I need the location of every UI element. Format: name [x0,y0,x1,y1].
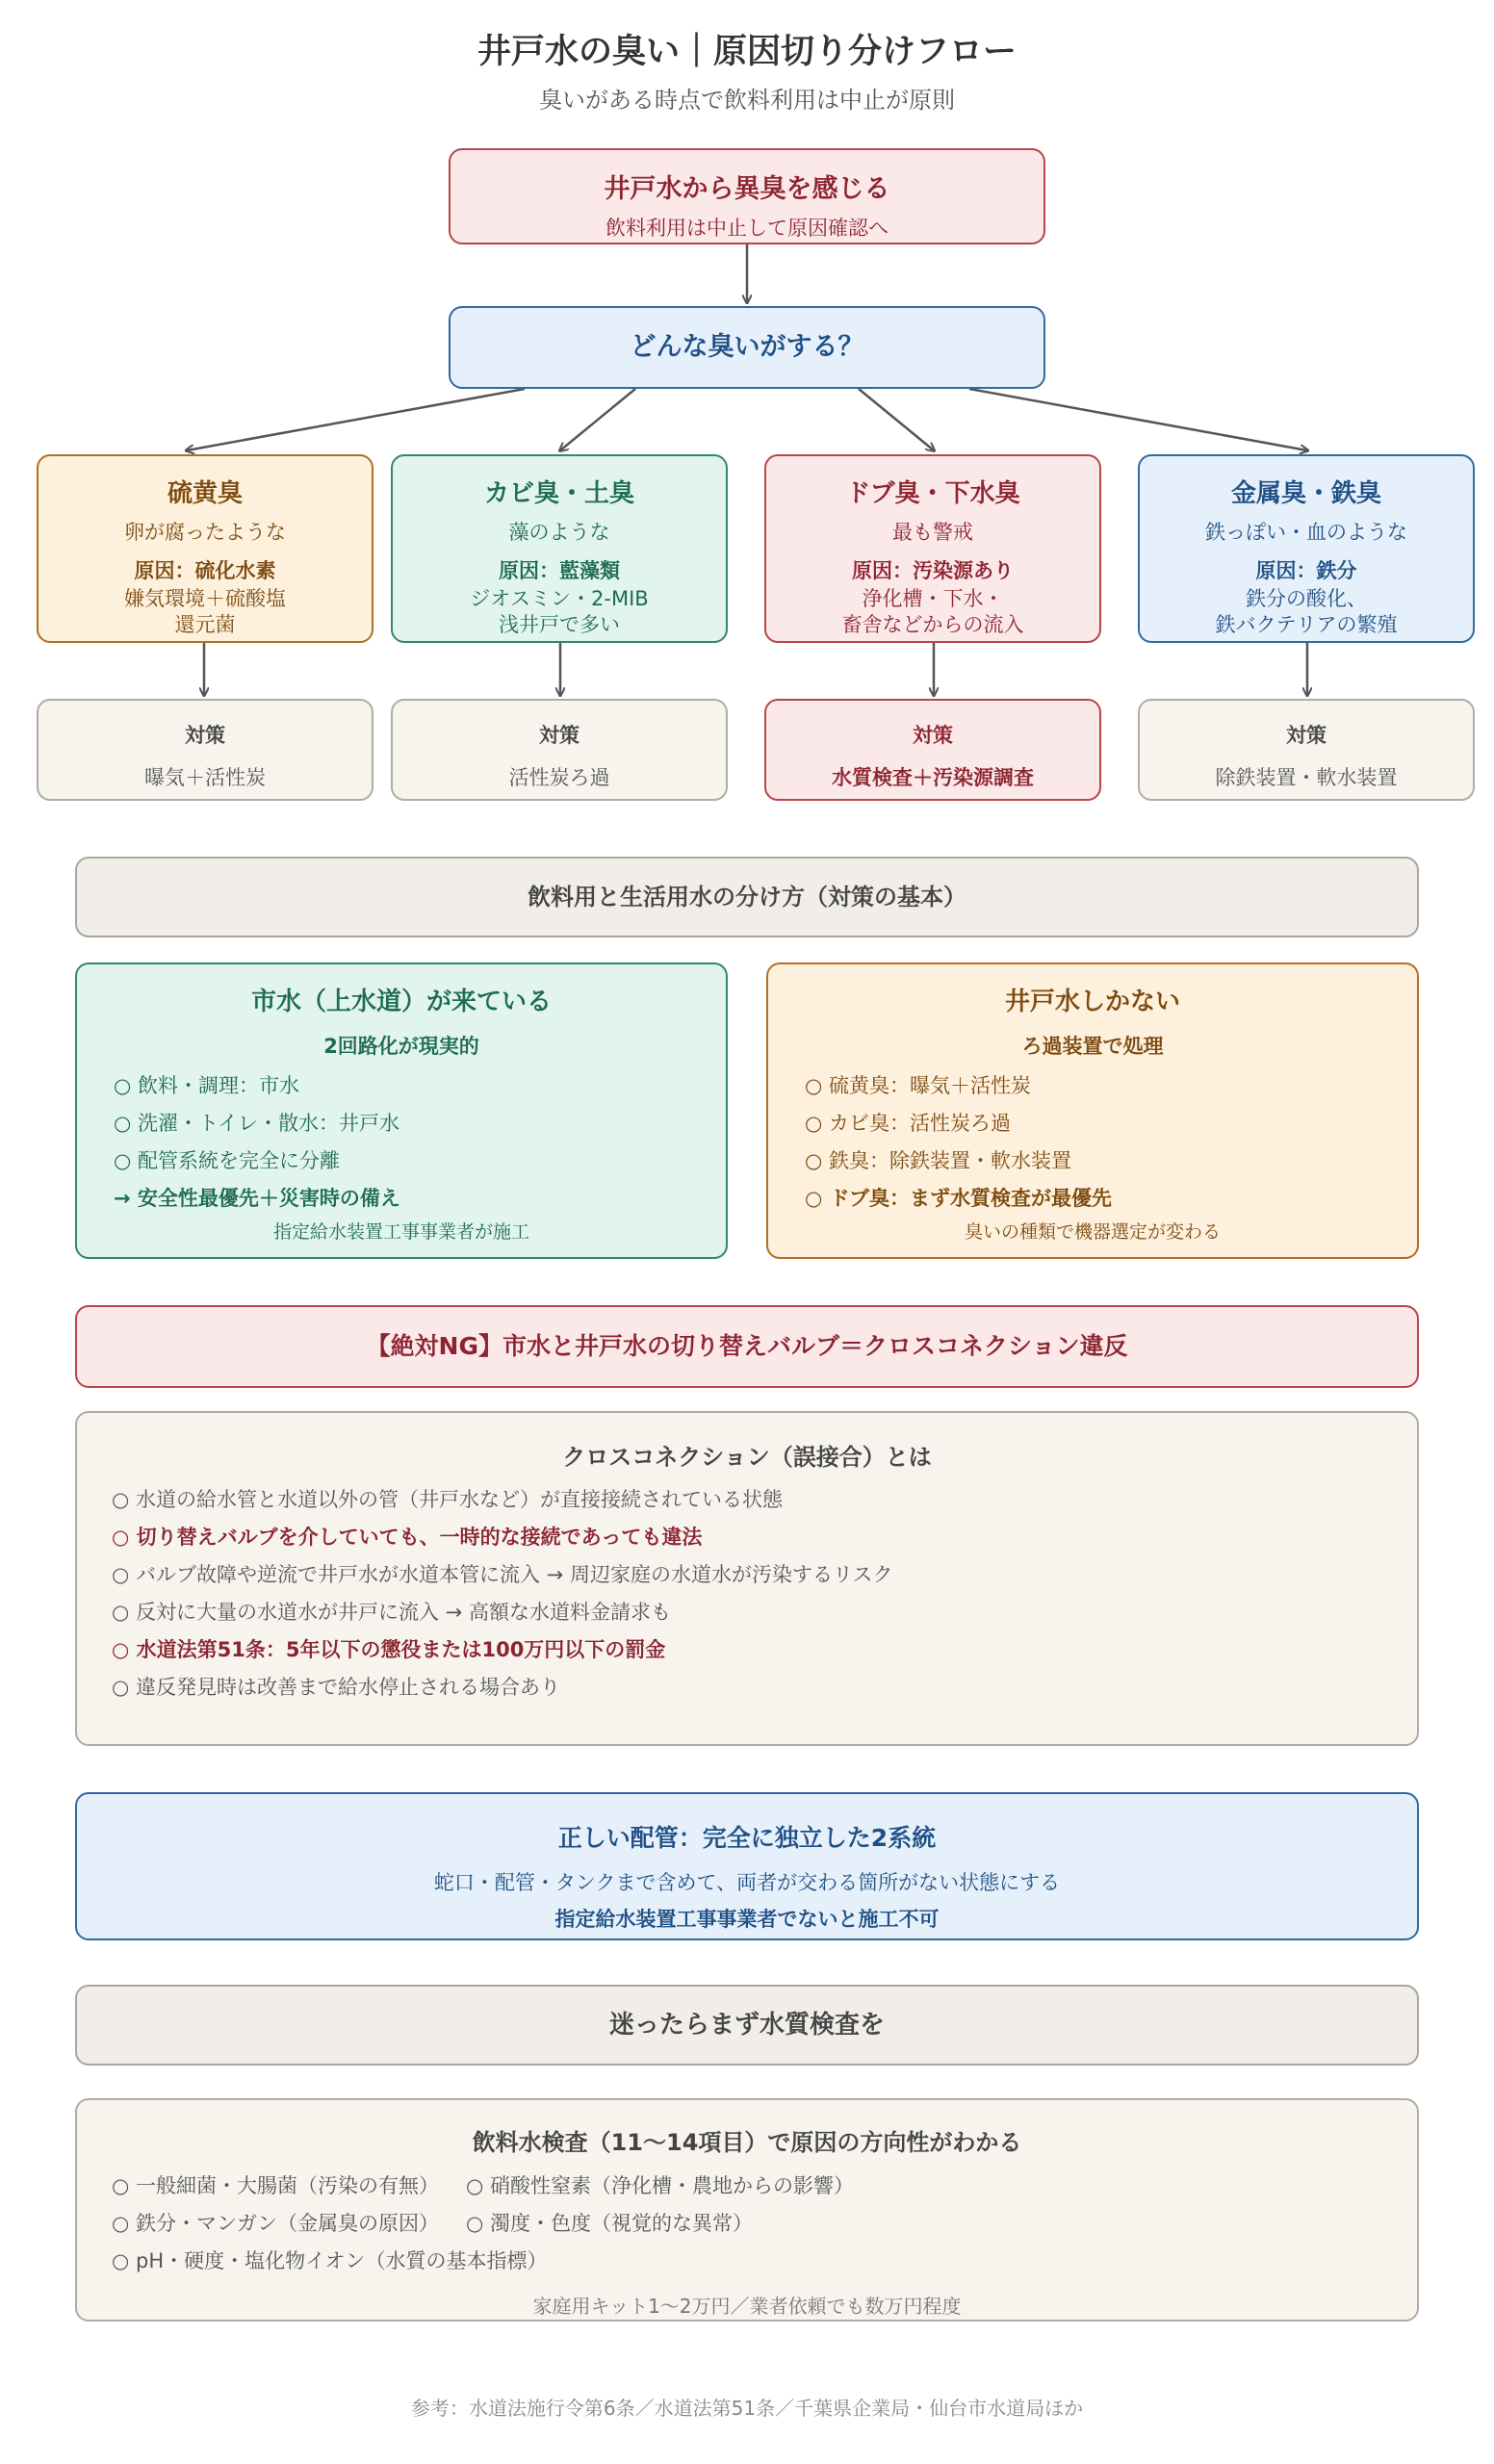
water-test-panel [75,2098,1419,2322]
city-title: 市水（上水道）が来ている [250,988,552,1016]
list-item: ○ 一般細菌・大腸菌（汚染の有無） [112,2174,439,2197]
cause-detail: 嫌気環境＋硫酸塩 還元菌 [124,587,286,636]
arrow-to-sewage [859,389,934,450]
list-item: ○ 硫黄臭：曝気＋活性炭 [805,1074,1031,1097]
cause-reason: 原因：鉄分 [1255,559,1357,582]
test-header-text: 迷ったらまず水質検査を [608,2011,885,2040]
well-list [768,1067,1417,1218]
list-item-emphasis: ○ ドブ臭：まず水質検査が最優先 [805,1187,1113,1210]
start-title: 井戸水から異臭を感じる [604,174,890,204]
cause-card-mold [391,454,728,643]
city-note: 指定給水装置工事事業者が施工 [272,1221,529,1243]
cause-detail: ジオスミン・2-MIB 浅井戸で多い [470,587,649,636]
water-test-title: 飲料水検査（11〜14項目）で原因の方向性がわかる [472,2129,1022,2156]
measure-title: 対策 [1286,724,1327,747]
list-item: ○ 濁度・色度（視覚的な異常） [466,2212,753,2235]
cause-card-metal [1138,454,1475,643]
measure-title: 対策 [913,724,953,747]
ng-banner [75,1305,1419,1388]
city-subtitle: 2回路化が現実的 [323,1035,479,1058]
measure-title: 対策 [185,724,225,747]
list-item: ○ 鉄臭：除鉄装置・軟水装置 [805,1149,1071,1172]
start-node [449,148,1045,244]
cause-description: 鉄っぽい・血のような [1205,521,1407,544]
list-item-emphasis: ○ 水道法第51条：5年以下の懲役または100万円以下の罰金 [112,1638,666,1661]
arrow-to-metal [969,389,1307,450]
measure-text: 水質検査＋汚染源調査 [832,766,1034,789]
cross-connection-title: クロスコネクション（誤接合）とは [562,1444,932,1471]
well-title: 井戸水しかない [1004,988,1180,1016]
cause-detail: 鉄分の酸化、 鉄バクテリアの繁殖 [1215,587,1398,636]
question-node [449,306,1045,389]
list-item: ○ 配管系統を完全に分離 [114,1149,340,1172]
cause-reason: 原因：汚染源あり [852,559,1014,582]
cause-description: 最も警戒 [892,521,973,544]
cause-card-sewage [764,454,1101,643]
list-item: ○ 鉄分・マンガン（金属臭の原因） [112,2212,439,2235]
ng-banner-text: 【絶対NG】市水と井戸水の切り替えバルブ＝クロスコネクション違反 [366,1332,1128,1360]
list-item: ○ 飲料・調理：市水 [114,1074,299,1097]
list-item: ○ 洗濯・トイレ・散水：井戸水 [114,1112,399,1135]
arrow-to-sulfur [187,389,525,450]
water-test-list-right [466,2168,854,2243]
well-note: 臭いの種類で機器選定が変わる [964,1221,1221,1243]
arrow-to-mold [560,389,635,450]
cause-detail: 浄化槽・下水・ 畜舎などからの流入 [841,587,1024,636]
correct-line2: 指定給水装置工事事業者でないと施工不可 [554,1908,940,1931]
page-title: 井戸水の臭い｜原因切り分けフロー [477,33,1017,71]
measure-card-mold [391,699,728,801]
cause-card-sulfur [37,454,374,643]
city-water-panel [75,962,728,1259]
measure-card-metal [1138,699,1475,801]
cause-description: 藻のような [508,521,610,544]
measure-card-sulfur [37,699,374,801]
city-list [77,1067,726,1218]
list-item: ○ 水道の給水管と水道以外の管（井戸水など）が直接接続されている状態 [112,1488,783,1511]
list-item: ○ pH・硬度・塩化物イオン（水質の基本指標） [112,2249,548,2272]
separation-header-text: 飲料用と生活用水の分け方（対策の基本） [528,884,966,911]
cause-title: 金属臭・鉄臭 [1230,479,1381,508]
footer-reference: 参考：水道法施行令第6条／水道法第51条／千葉県企業局・仙台市水道局ほか [410,2397,1084,2420]
cause-title: 硫黄臭 [167,479,243,508]
test-header [75,1985,1419,2066]
measure-text: 活性炭ろ過 [508,766,610,789]
separation-header [75,857,1419,937]
page-subtitle: 臭いがある時点で飲料利用は中止が原則 [539,87,955,114]
correct-line1: 蛇口・配管・タンクまで含めて、両者が交わる箇所がない状態にする [433,1871,1061,1894]
cause-description: 卵が腐ったような [124,521,286,544]
question-title: どんな臭いがする？ [630,332,864,362]
list-item-emphasis: → 安全性最優先＋災害時の備え [114,1187,400,1210]
cross-connection-list [77,1481,1417,1707]
cause-reason: 原因：藍藻類 [499,559,620,582]
correct-title: 正しい配管：完全に独立した2系統 [557,1824,937,1852]
correct-piping-panel [75,1792,1419,1940]
list-item: ○ 違反発見時は改善まで給水停止される場合あり [112,1676,560,1699]
list-item: ○ バルブ故障や逆流で井戸水が水道本管に流入 → 周辺家庭の水道水が汚染するリスク [112,1563,893,1586]
well-subtitle: ろ過装置で処理 [1021,1035,1164,1058]
cause-title: ドブ臭・下水臭 [845,479,1020,508]
measure-title: 対策 [539,724,580,747]
cause-reason: 原因：硫化水素 [134,559,276,582]
list-item: ○ 反対に大量の水道水が井戸に流入 → 高額な水道料金請求も [112,1601,671,1624]
start-subtitle: 飲料利用は中止して原因確認へ [605,217,889,240]
measure-text: 除鉄装置・軟水装置 [1215,766,1398,789]
measure-card-sewage [764,699,1101,801]
list-item: ○ 硝酸性窒素（浄化槽・農地からの影響） [466,2174,854,2197]
list-item: ○ カビ臭：活性炭ろ過 [805,1112,1011,1135]
well-only-panel [766,962,1419,1259]
cross-connection-panel [75,1411,1419,1746]
water-test-note: 家庭用キット1〜2万円／業者依頼でも数万円程度 [532,2295,962,2318]
list-item-emphasis: ○ 切り替えバルブを介していても、一時的な接続であっても違法 [112,1526,703,1549]
measure-text: 曝気＋活性炭 [144,766,266,789]
cause-title: カビ臭・土臭 [483,479,634,508]
